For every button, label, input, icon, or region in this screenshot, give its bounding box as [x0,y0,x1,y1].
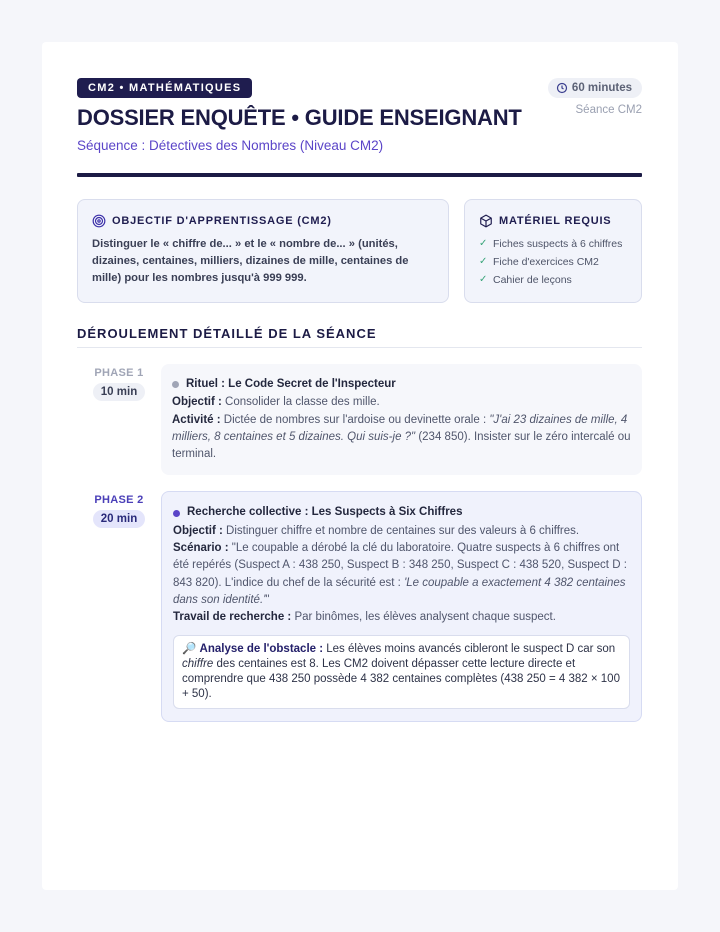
material-item: ✓ Cahier de leçons [479,271,627,289]
duration-pill [548,78,642,98]
bullet-dot [173,510,180,517]
phase-2-card [161,491,642,721]
check-icon: ✓ [479,238,488,249]
document-subtitle: Séquence : Détectives des Nombres (Niveau CM2) [77,138,384,153]
objective-card [77,199,449,303]
document-title: DOSSIER ENQUÊTE • GUIDE ENSEIGNANT [77,105,522,130]
phase-label: PHASE 1 [94,367,144,379]
subject-badge: CM2 • MATHÉMATIQUES [77,78,252,98]
material-item: ✓ Fiche d'exercices CM2 [479,253,627,271]
phase-objective: Objectif : Consolider la classe des mille. [172,396,380,409]
phase-duration: 10 min [93,383,145,401]
material-heading-text: MATÉRIEL REQUIS [499,215,612,227]
duration-text: 60 minutes [571,82,632,94]
phase-label: PHASE 2 [94,494,144,507]
phase-2-side [77,491,161,721]
box-icon [479,214,493,228]
objective-heading-text: OBJECTIF D'APPRENTISSAGE (CM2) [112,215,332,227]
clock-icon [556,82,568,94]
session-meta [548,78,642,116]
phase-1 [77,364,642,475]
obstacle-note: 🔎 Analyse de l'obstacle : Les élèves moins avancés cibleront le suspect D car son chiffre des centaines est 8. Les CM2 doivent dépasser cette lecture directe et comprendre que 438 250 possède 4 382 centaines complètes (438 250 = 4 382 × 100 + 50). [173,635,630,709]
info-cards [77,199,642,303]
bullet-dot [172,381,179,388]
objective-heading [92,214,434,228]
phase-1-card [161,364,642,475]
material-item: ✓ Fiches suspects à 6 chiffres [479,235,627,253]
objective-text: Distinguer le « chiffre de... » et le « nombre de... » (unités, dizaines, centaines, milliers, dizaines de mille, centaines de mille) pour les nombres jusqu'à 999 999. [92,238,409,284]
material-heading [479,214,627,228]
target-icon [92,214,106,228]
phase-1-side [77,364,161,475]
phase-title: Recherche collective : Les Suspects à Six Chiffres [173,504,630,521]
header-divider [77,173,642,177]
material-card [464,199,642,303]
document-header [77,78,642,164]
session-label: Séance CM2 [575,104,642,116]
phase-title: Rituel : Le Code Secret de l'Inspecteur [172,376,631,393]
phase-activity: Activité : Dictée de nombres sur l'ardoise ou devinette orale : "J'ai 23 dizaines de mille, 4 milliers, 8 centaines et 5 dizaines. Qui suis-je ?" (234 850). Insister sur le zéro intercalé ou terminal. [172,413,631,461]
section-title: DÉROULEMENT DÉTAILLÉ DE LA SÉANCE [77,326,642,348]
phase-work: Travail de recherche : Par binômes, les élèves analysent chaque suspect. [173,611,556,624]
phase-scenario: Scénario : "Le coupable a dérobé la clé du laboratoire. Quatre suspects à 6 chiffres ont été repérés (Suspect A : 438 250, Suspect B : 348 250, Suspect C : 438 520, Suspect D : 843 820). L'indice du chef de la sécurité est : 'Le coupable a exactement 4 382 centaines dans son identité.'" [173,542,627,606]
phase-objective: Objectif : Distinguer chiffre et nombre de centaines sur des valeurs à 6 chiffres. [173,524,580,537]
material-list [479,235,627,289]
phase-duration: 20 min [93,510,145,528]
document-content [77,78,642,722]
check-icon: ✓ [479,274,488,285]
phase-2 [77,491,642,721]
magnifier-icon: 🔎 [182,642,197,655]
document-page [42,42,678,890]
check-icon: ✓ [479,256,488,267]
